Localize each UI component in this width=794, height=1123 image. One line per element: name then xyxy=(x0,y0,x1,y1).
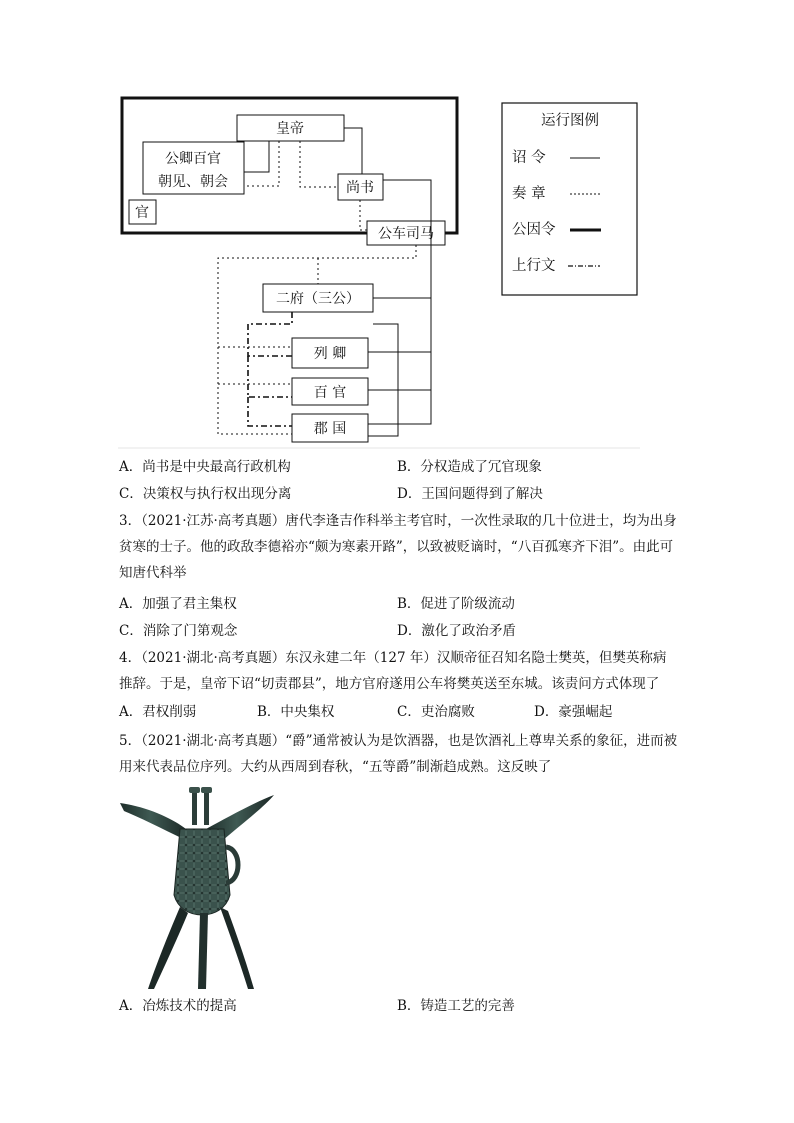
svg-text:郡 国: 郡 国 xyxy=(313,421,347,437)
q3-option-a[interactable]: A．加强了君主集权 xyxy=(119,596,237,612)
legend xyxy=(502,103,637,295)
svg-text:二府（三公）: 二府（三公） xyxy=(276,291,360,307)
q4-option-c[interactable]: C．吏治腐败 xyxy=(397,704,475,720)
q4-option-d[interactable]: D．豪强崛起 xyxy=(534,704,613,720)
q3-option-c[interactable]: C．消除了门第观念 xyxy=(119,623,238,639)
q3-option-d[interactable]: D．激化了政治矛盾 xyxy=(397,623,516,639)
q4-stem: 4．（2021·湖北·高考真题）东汉永建二年（127 年）汉顺帝征召知名隐士樊英，但樊英称病推辞。于是，皇帝下诏“切责郡县”，地方官府遂用公车将樊英送至东城。该责问方式体现了 xyxy=(119,650,667,692)
lieqing-box xyxy=(292,338,368,368)
q3-option-b[interactable]: B．促进了阶级流动 xyxy=(397,596,515,612)
erfu-box xyxy=(263,284,373,312)
official-box xyxy=(129,200,156,224)
emperor-box xyxy=(237,115,344,141)
q2-option-a[interactable]: A．尚书是中央最高行政机构 xyxy=(119,459,291,475)
q5-option-b[interactable]: B．铸造工艺的完善 xyxy=(397,998,515,1014)
q2-option-b[interactable]: B．分权造成了冗官现象 xyxy=(397,459,542,475)
svg-text:官: 官 xyxy=(135,205,149,221)
gongche-box xyxy=(367,221,445,245)
bronze-jue-image xyxy=(118,785,278,990)
upward-document-lines xyxy=(248,312,292,426)
svg-text:公因令: 公因令 xyxy=(512,222,556,238)
baiguan-box xyxy=(292,378,368,405)
svg-text:皇帝: 皇帝 xyxy=(276,121,304,137)
svg-text:公卿百官: 公卿百官 xyxy=(165,151,221,167)
svg-text:奏 章: 奏 章 xyxy=(512,186,546,202)
svg-text:上行文: 上行文 xyxy=(512,258,556,274)
q5-option-a[interactable]: A．冶炼技术的提高 xyxy=(119,998,237,1014)
q2-option-d[interactable]: D．王国问题得到了解决 xyxy=(397,486,543,502)
svg-text:公车司马: 公车司马 xyxy=(378,226,434,242)
q3-stem: 3．（2021·江苏·高考真题）唐代李逢吉作科举主考官时，一次性录取的几十位进士，均为出身贫寒的士子。他的政敌李德裕亦“颇为寒素开路”，以致被贬谪时，“八百孤寒齐下泪”。由此可知唐代科举 xyxy=(119,513,677,581)
junguo-box xyxy=(292,414,368,442)
q2-option-c[interactable]: C．决策权与执行权出现分离 xyxy=(119,486,292,502)
q4-option-b[interactable]: B．中央集权 xyxy=(257,704,335,720)
q5-stem: 5．（2021·湖北·高考真题）“爵”通常被认为是饮酒器，也是饮酒礼上尊卑关系的象征，进而被用来代表品位序列。大约从西周到春秋，“五等爵”制渐趋成熟。这反映了 xyxy=(119,733,678,775)
q4-option-a[interactable]: A．君权削弱 xyxy=(119,704,197,720)
svg-text:朝见、朝会: 朝见、朝会 xyxy=(158,174,228,190)
svg-text:百 官: 百 官 xyxy=(313,385,347,401)
svg-text:运行图例: 运行图例 xyxy=(541,113,599,129)
svg-text:列 卿: 列 卿 xyxy=(313,346,347,362)
svg-text:尚书: 尚书 xyxy=(346,180,374,196)
governance-flow-diagram xyxy=(0,0,794,450)
svg-text:诏 令: 诏 令 xyxy=(512,150,546,166)
ministers-box xyxy=(143,142,244,194)
shangshu-box xyxy=(338,174,383,200)
